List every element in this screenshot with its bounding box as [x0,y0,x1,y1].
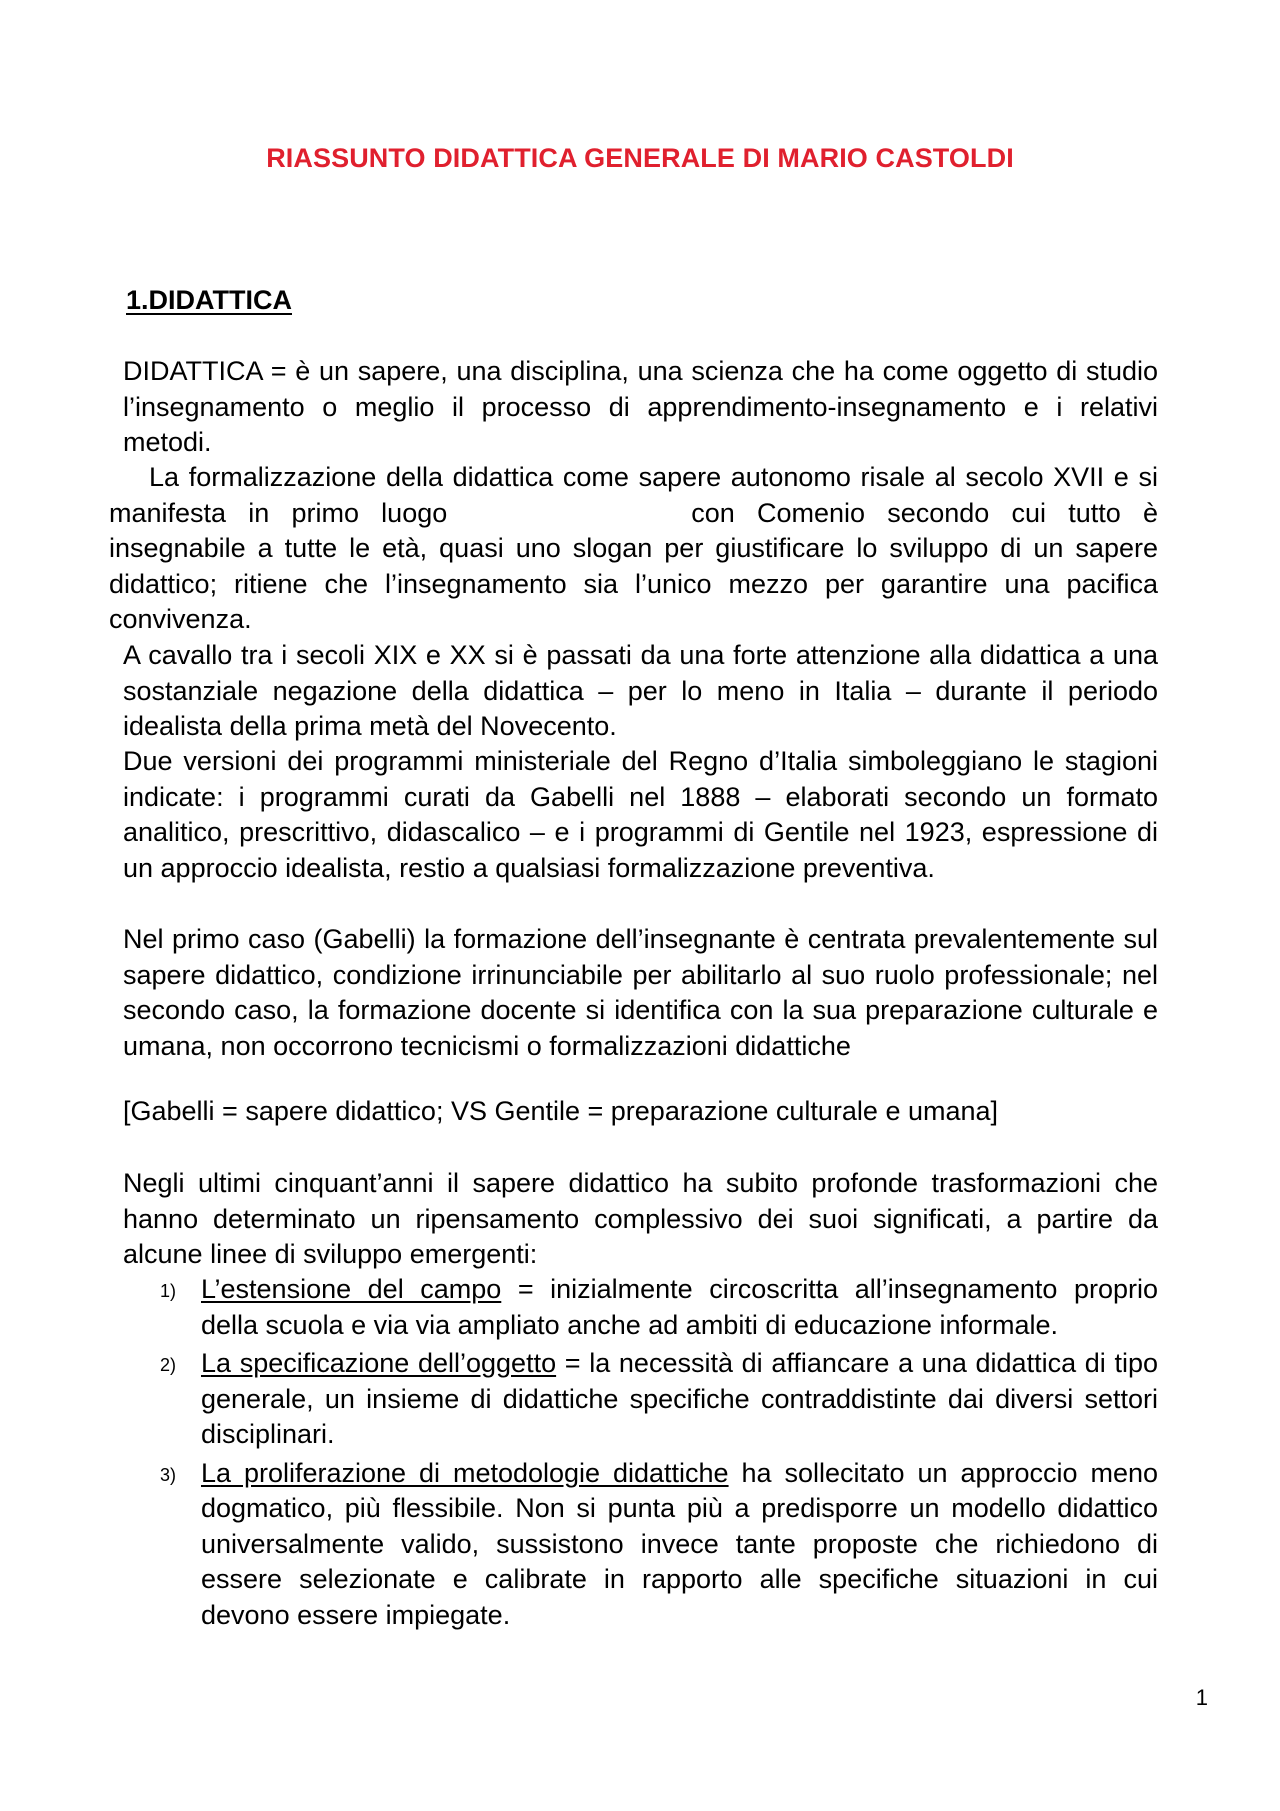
paragraph-cavallo: A cavallo tra i secoli XIX e XX si è passati da una forte attenzione alla didattica a una sostanziale negazione della didattica – per lo meno in Italia – durante il periodo idealista della prima metà del Novecento. [123,640,1158,741]
list-item [123,1346,1158,1453]
list-item [123,1272,1158,1343]
paragraph-ultimi-anni: Negli ultimi cinquant’anni il sapere didattico ha subito profonde trasformazioni che hanno determinato un ripensamento complessivo dei suoi significati, a partire da alcune linee di sviluppo emergenti: [123,1168,1158,1269]
list-item-underlined: La specificazione dell’oggetto [201,1348,557,1378]
list-item-underlined: La proliferazione di metodologie didattiche [201,1457,729,1488]
list-item-underlined: L’estensione del campo [201,1274,502,1304]
list-item [123,1456,1158,1634]
formalization-start-text: La formalizzazione della didattica come sapere autonomo risale al secolo XVII e si manifesta in primo luogo [109,462,1158,528]
formalization-end-text: con Comenio secondo cui tutto è insegnabile a tutte le età, quasi uno slogan per giustificare lo sviluppo di un sapere didattico; ritiene che l’insegnamento sia l’unico mezzo per garantire una pacifica convivenza. [109,497,1158,634]
list-item-number: 2) [160,1355,177,1375]
list-item-number: 1) [160,1281,177,1301]
paragraph-definition: DIDATTICA = è un sapere, una disciplina, una scienza che ha come oggetto di studio l’insegnamento o meglio il processo di apprendimento-insegnamento e i relativi metodi. [123,356,1158,457]
list-item-body [201,1458,1158,1630]
list-item-number: 3) [160,1464,177,1485]
paragraph-formalization [109,460,1158,638]
list-item-text: ha sollecitato un approccio meno dogmatico, più flessibile. Non si punta più a predisporre un modello didattico universalmente valido, sussistono invece tante proposte che richiedono di essere selezionate e calibrate in rapporto alle specifiche situazioni in cui devono essere impiegate. [201,1457,1159,1630]
list-item-body [201,1348,1158,1449]
paragraph-due-versioni: Due versioni dei programmi ministeriale del Regno d’Italia simboleggiano le stagioni indicate: i programmi curati da Gabelli nel 1888 – elaborati secondo un formato analitico, prescrittivo, didascalico – e i programmi di Gentile nel 1923, espressione di un approccio idealista, restio a qualsiasi formalizzazione preventiva. [123,746,1158,883]
development-lines-list [123,1272,1158,1636]
section-heading: 1.DIDATTICA [126,285,292,315]
paragraph-primo-caso: Nel primo caso (Gabelli) la formazione dell’insegnante è centrata prevalentemente sul sapere didattico, condizione irrinunciabile per abilitarlo al suo ruolo professionale; nel secondo caso, la formazione docente si identifica con la sua preparazione culturale e umana, non occorrono tecnicismi o formalizzazioni didattiche [123,924,1158,1061]
list-item-body [201,1274,1158,1340]
document-title: RIASSUNTO DIDATTICA GENERALE DI MARIO CASTOLDI [266,143,1014,173]
paragraph-gabelli-vs-gentile: [Gabelli = sapere didattico; VS Gentile = preparazione culturale e umana] [123,1096,999,1126]
page-number: 1 [1195,1685,1208,1710]
list-item-text: = inizialmente circoscritta all’insegnamento proprio della scuola e via via ampliato anche ad ambiti di educazione informale. [201,1274,1158,1340]
list-item-text: = la necessità di affiancare a una didattica di tipo generale, un insieme di didattiche specifiche contraddistinte dai diversi settori disciplinari. [201,1348,1158,1449]
